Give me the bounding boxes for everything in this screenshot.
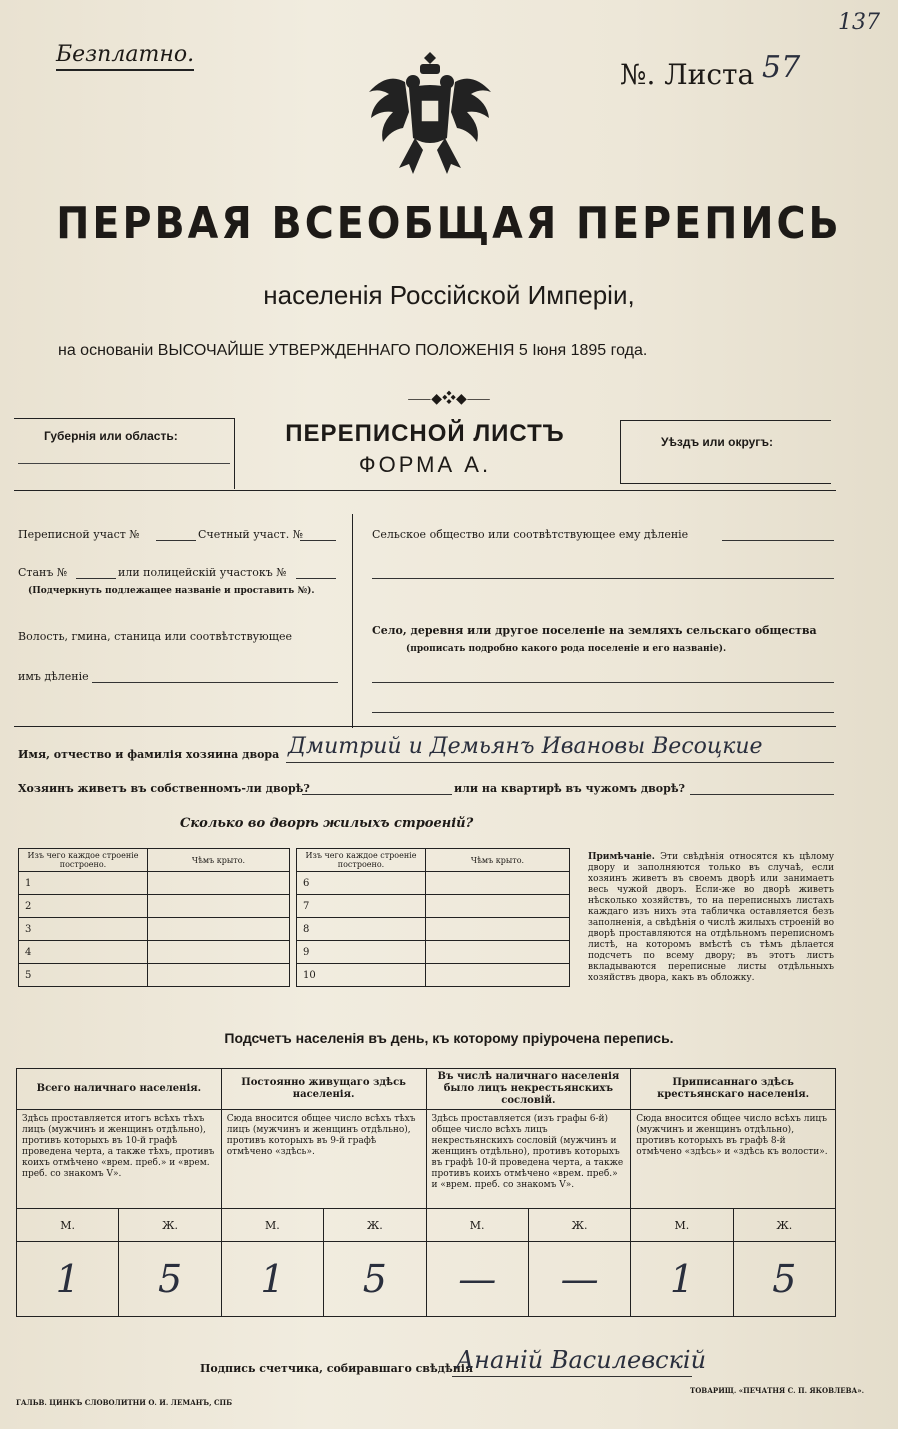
permanent-male[interactable]: 1 — [221, 1242, 323, 1317]
signature-value: Ананій Василевскій — [456, 1346, 707, 1374]
province-label: Губернія или область: — [44, 429, 178, 443]
registered-peasant-female[interactable]: 5 — [733, 1242, 835, 1317]
male-label: М. — [426, 1209, 528, 1242]
sheet-number-value: 57 — [762, 50, 801, 85]
census-area-line — [156, 540, 196, 541]
table-row — [297, 964, 570, 987]
buildings-table-left — [18, 848, 290, 987]
row-number: 8 — [297, 918, 426, 941]
table-row — [19, 918, 290, 941]
stan-line — [76, 578, 116, 579]
note-title: Примѣчаніе. — [588, 852, 655, 862]
volost-line — [92, 682, 338, 683]
signature-label: Подпись счетчика, собиравшаго свѣдѣнія — [200, 1362, 474, 1375]
counting-area-line — [300, 540, 336, 541]
owner-name-line — [286, 762, 834, 763]
roof-cell[interactable] — [426, 895, 570, 918]
population-table — [16, 1068, 836, 1317]
population-sex-row — [17, 1209, 836, 1242]
village-line-1 — [372, 682, 834, 683]
signature-line — [452, 1376, 692, 1377]
main-title: ПЕРВАЯ ВСЕОБЩАЯ ПЕРЕПИСЬ — [56, 198, 842, 249]
province-line — [18, 463, 230, 464]
rented-label: или на квартирѣ въ чужомъ дворѣ? — [454, 782, 685, 795]
village-label: Село, деревня или другое поселеніе на земляхъ сельскаго общества — [372, 624, 817, 637]
location-bottom-divider — [14, 726, 836, 727]
printer-left: ГАЛЬВ. ЦИНКЪ СЛОВОЛИТНИ О. И. ЛЕМАНЪ, СПБ — [16, 1398, 233, 1407]
total-present-desc: Здѣсь проставляется итогъ всѣхъ тѣхъ лицъ (мужчинъ и женщинъ отдѣльно), противъ которыхъ въ 10-й графѣ проведена черта, а также тѣхъ, противъ коихъ отмѣчено «врем. преб.» и «врем. преб. со знакомъ V». — [17, 1110, 222, 1209]
registered-peasant-desc: Сюда вносится общее число всѣхъ лицъ (мужчинъ и женщинъ отдѣльно), противъ которыхъ въ графѣ 8-й отмѣчено «здѣсь» и «здѣсь къ волости». — [631, 1110, 836, 1209]
row-number: 9 — [297, 941, 426, 964]
district-box — [620, 420, 831, 484]
table-row — [19, 895, 290, 918]
census-area-label: Переписной участ № — [18, 528, 140, 541]
buildings-header-row — [297, 849, 570, 872]
own-yard-line — [302, 794, 452, 795]
row-number: 2 — [19, 895, 148, 918]
roof-cell[interactable] — [148, 964, 290, 987]
permanent-header: Постоянно живущаго здѣсь населенія. — [221, 1069, 426, 1110]
permanent-female[interactable]: 5 — [324, 1242, 426, 1317]
rural-society-label: Сельское общество или соотвѣтствующее ему дѣленіе — [372, 528, 689, 541]
roof-cell[interactable] — [426, 941, 570, 964]
female-label: Ж. — [119, 1209, 221, 1242]
row-number: 7 — [297, 895, 426, 918]
table-row — [19, 941, 290, 964]
row-number: 4 — [19, 941, 148, 964]
registered-peasant-male[interactable]: 1 — [631, 1242, 733, 1317]
region-divider — [14, 490, 836, 491]
legal-basis: на основаніи ВЫСОЧАЙШЕ УТВЕРЖДЕННАГО ПОЛОЖЕНІЯ 5 Іюня 1895 года. — [58, 342, 648, 359]
non-peasant-header: Въ числѣ наличнаго населенія было лицъ некрестьянскихъ сословій. — [426, 1069, 631, 1110]
col-roof-header: Чѣмъ крыто. — [148, 849, 290, 872]
volost-label-2: имъ дѣленіе — [18, 670, 89, 683]
free-label: Безплатно. — [56, 42, 194, 71]
corner-number: 137 — [838, 10, 880, 35]
male-label: М. — [631, 1209, 733, 1242]
row-number: 1 — [19, 872, 148, 895]
province-box — [14, 418, 235, 489]
table-row — [297, 872, 570, 895]
ornament: ⸺◆❖◆⸺ — [407, 391, 491, 407]
row-number: 6 — [297, 872, 426, 895]
col-material-header: Изъ чего каждое строеніе построено. — [19, 849, 148, 872]
counting-area-label: Счетный участ. № — [198, 528, 304, 541]
registered-peasant-header: Приписаннаго здѣсь крестьянскаго населенія. — [631, 1069, 836, 1110]
row-number: 3 — [19, 918, 148, 941]
roof-cell[interactable] — [148, 941, 290, 964]
roof-cell[interactable] — [426, 964, 570, 987]
form-title: ПЕРЕПИСНОЙ ЛИСТЪ — [285, 420, 565, 447]
police-area-label: или полицейскій участокъ № — [118, 566, 287, 579]
rural-society-line-2 — [372, 578, 834, 579]
village-line-2 — [372, 712, 834, 713]
female-label: Ж. — [528, 1209, 630, 1242]
form-title-box — [240, 420, 610, 478]
buildings-header-row — [19, 849, 290, 872]
note-text: Эти свѣдѣнія относятся къ цѣлому двору и заполняются только въ случаѣ, если хозяинъ живетъ въ своемъ дворѣ или занимаетъ весь чужой дворъ. Если-же во дворѣ живетъ нѣсколько хозяйствъ, то на переписныхъ листахъ каждаго изъ нихъ эта табличка оставляется безъ заполненія, а свѣдѣнія о числѣ жилыхъ строеній во дворѣ проставляются на отдѣльномъ переписномъ листѣ, на которомъ вмѣстѣ съ тѣмъ дѣлается подсчетъ по всему двору; въ этотъ листъ вкладываются переписные листы отдѣльныхъ хозяйствъ двора, какъ въ обложку. — [588, 852, 834, 983]
roof-cell[interactable] — [426, 918, 570, 941]
form-name: ФОРМА А. — [358, 452, 492, 477]
total-present-male[interactable]: 1 — [17, 1242, 119, 1317]
rural-society-line-1 — [722, 540, 834, 541]
male-label: М. — [17, 1209, 119, 1242]
non-peasant-desc: Здѣсь проставляется (изъ графы 6-й) общее число всѣхъ лицъ некрестьянскихъ сословій (мужчинъ и женщинъ отдѣльно), противъ которыхъ въ графѣ 10-й проведена черта, а также противъ коихъ отмѣчено «врем. преб.» и «врем. преб. со знакомъ V». — [426, 1110, 631, 1209]
location-divider — [352, 514, 353, 728]
table-row — [19, 872, 290, 895]
rented-line — [690, 794, 834, 795]
non-peasant-male[interactable]: — — [426, 1242, 528, 1317]
owner-name-value: Дмитрий и Демьянъ Ивановы Весоцкие — [288, 734, 763, 759]
volost-label-1: Волость, гмина, станица или соотвѣтствующее — [18, 630, 292, 643]
permanent-desc: Сюда вносится общее число всѣхъ тѣхъ лицъ (мужчинъ и женщинъ отдѣльно), противъ которыхъ въ 9-й графѣ отмѣчено «здѣсь». — [221, 1110, 426, 1209]
roof-cell[interactable] — [148, 895, 290, 918]
male-label: М. — [221, 1209, 323, 1242]
sheet-number-label: №. Листа — [620, 58, 755, 91]
district-label: Уѣздъ или округъ: — [661, 435, 774, 449]
table-row — [297, 895, 570, 918]
female-label: Ж. — [324, 1209, 426, 1242]
roof-cell[interactable] — [148, 872, 290, 895]
stan-label: Станъ № — [18, 566, 68, 579]
population-header-row — [17, 1069, 836, 1110]
underline-note: (Подчеркнуть подлежащее названіе и проставить №). — [28, 586, 315, 596]
owner-name-label: Имя, отчество и фамилія хозяина двора — [18, 748, 280, 761]
printer-right: ТОВАРИЩ. «ПЕЧАТНЯ С. П. ЯКОВЛЕВА». — [690, 1386, 865, 1395]
buildings-question: Сколько во дворѣ жилыхъ строеній? — [180, 816, 474, 831]
population-values-row — [17, 1242, 836, 1317]
buildings-note — [588, 852, 834, 984]
col-material-header: Изъ чего каждое строеніе построено. — [297, 849, 426, 872]
roof-cell[interactable] — [148, 918, 290, 941]
village-note: (прописать подробно какого рода поселеніе и его названіе). — [406, 644, 727, 654]
col-roof-header: Чѣмъ крыто. — [426, 849, 570, 872]
total-present-female[interactable]: 5 — [119, 1242, 221, 1317]
subtitle: населенія Россійской Имперіи, — [263, 280, 635, 310]
total-present-header: Всего наличнаго населенія. — [17, 1069, 222, 1110]
female-label: Ж. — [733, 1209, 835, 1242]
double-headed-eagle-emblem — [365, 48, 495, 188]
table-row — [297, 941, 570, 964]
population-desc-row — [17, 1110, 836, 1209]
table-row — [19, 964, 290, 987]
row-number: 10 — [297, 964, 426, 987]
non-peasant-female[interactable]: — — [528, 1242, 630, 1317]
buildings-table-right — [296, 848, 570, 987]
row-number: 5 — [19, 964, 148, 987]
roof-cell[interactable] — [426, 872, 570, 895]
table-row — [297, 918, 570, 941]
police-area-line — [296, 578, 336, 579]
population-title: Подсчетъ населенія въ день, къ которому пріурочена перепись. — [224, 1030, 674, 1046]
free-label-box — [56, 42, 194, 71]
own-yard-label: Хозяинъ живетъ въ собственномъ-ли дворѣ? — [18, 782, 310, 795]
